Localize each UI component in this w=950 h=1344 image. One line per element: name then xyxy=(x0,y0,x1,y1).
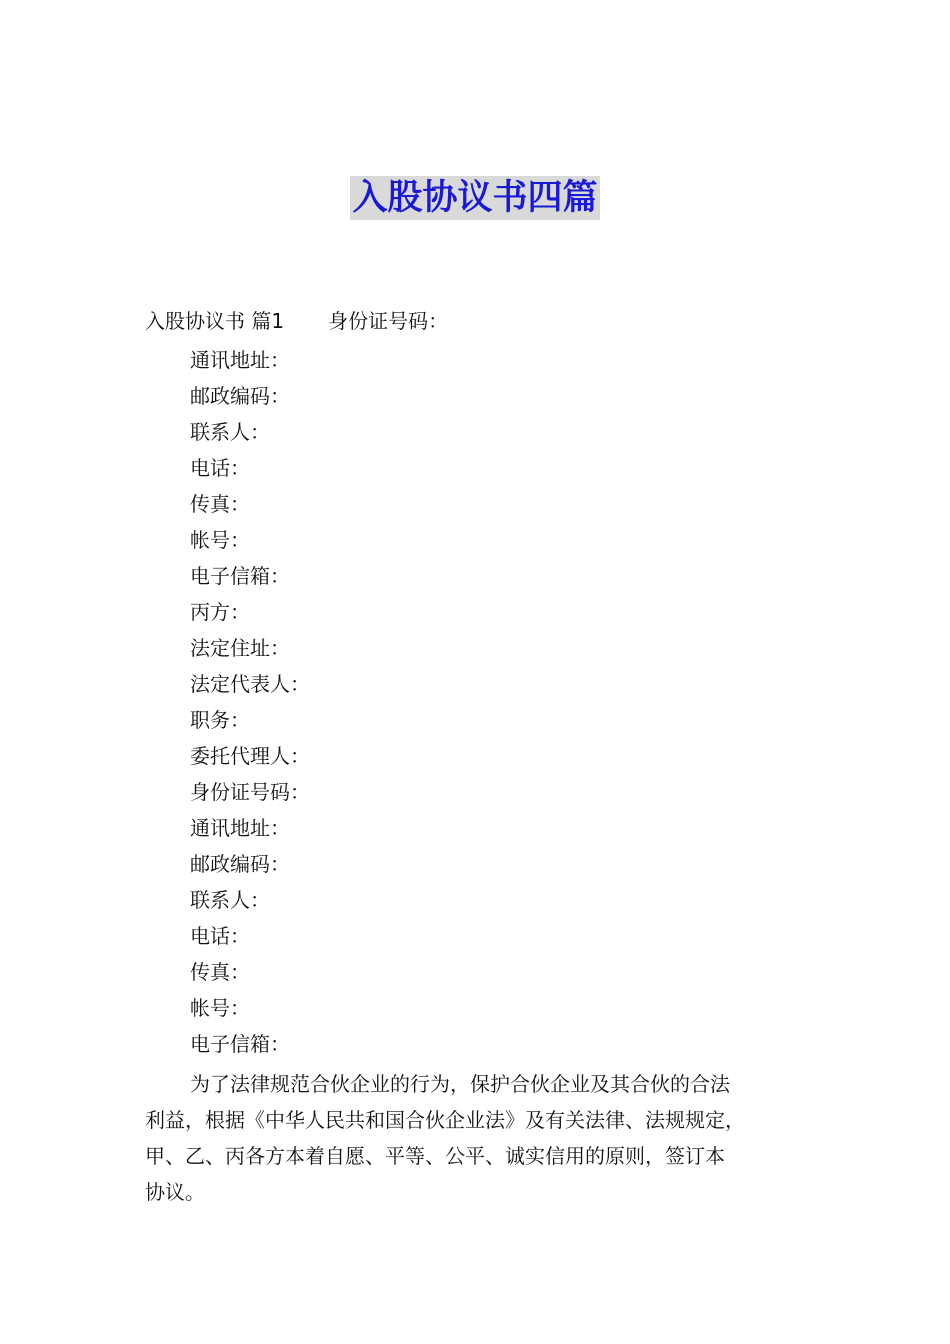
paragraph-line: 为了法律规范合伙企业的行为，保护合伙企业及其合伙的合法 xyxy=(190,1072,730,1096)
intro-line xyxy=(145,306,448,336)
paragraph-line: 甲、乙、丙各方本着自愿、平等、公平、诚实信用的原则，签订本 xyxy=(145,1144,725,1168)
field-label: 丙方： xyxy=(190,600,250,624)
field-label: 法定住址： xyxy=(190,636,290,660)
field-label: 联系人： xyxy=(190,888,270,912)
field-label: 帐号： xyxy=(190,996,250,1020)
document-title: 入股协议书四篇 xyxy=(352,178,598,218)
field-label: 通讯地址： xyxy=(190,816,290,840)
body-paragraph xyxy=(145,1066,810,1210)
party-fields-list xyxy=(190,342,310,1062)
field-label: 邮政编码： xyxy=(190,852,290,876)
field-label: 法定代表人： xyxy=(190,672,310,696)
field-label: 电子信箱： xyxy=(190,564,290,588)
field-label: 帐号： xyxy=(190,528,250,552)
field-label: 电话： xyxy=(190,456,250,480)
title-container xyxy=(0,176,950,220)
paragraph-line: 利益，根据《中华人民共和国合伙企业法》及有关法律、法规规定， xyxy=(145,1108,745,1132)
field-label: 职务： xyxy=(190,708,250,732)
field-label: 邮政编码： xyxy=(190,384,290,408)
section-heading: 入股协议书 篇1 xyxy=(145,309,285,333)
field-label: 传真： xyxy=(190,960,250,984)
field-label: 通讯地址： xyxy=(190,348,290,372)
field-label: 委托代理人： xyxy=(190,744,310,768)
field-label: 电话： xyxy=(190,924,250,948)
field-label: 传真： xyxy=(190,492,250,516)
field-label: 电子信箱： xyxy=(190,1032,290,1056)
field-label: 身份证号码： xyxy=(190,780,310,804)
field-label: 联系人： xyxy=(190,420,270,444)
id-number-label: 身份证号码： xyxy=(328,309,449,333)
paragraph-line: 协议。 xyxy=(145,1180,205,1204)
